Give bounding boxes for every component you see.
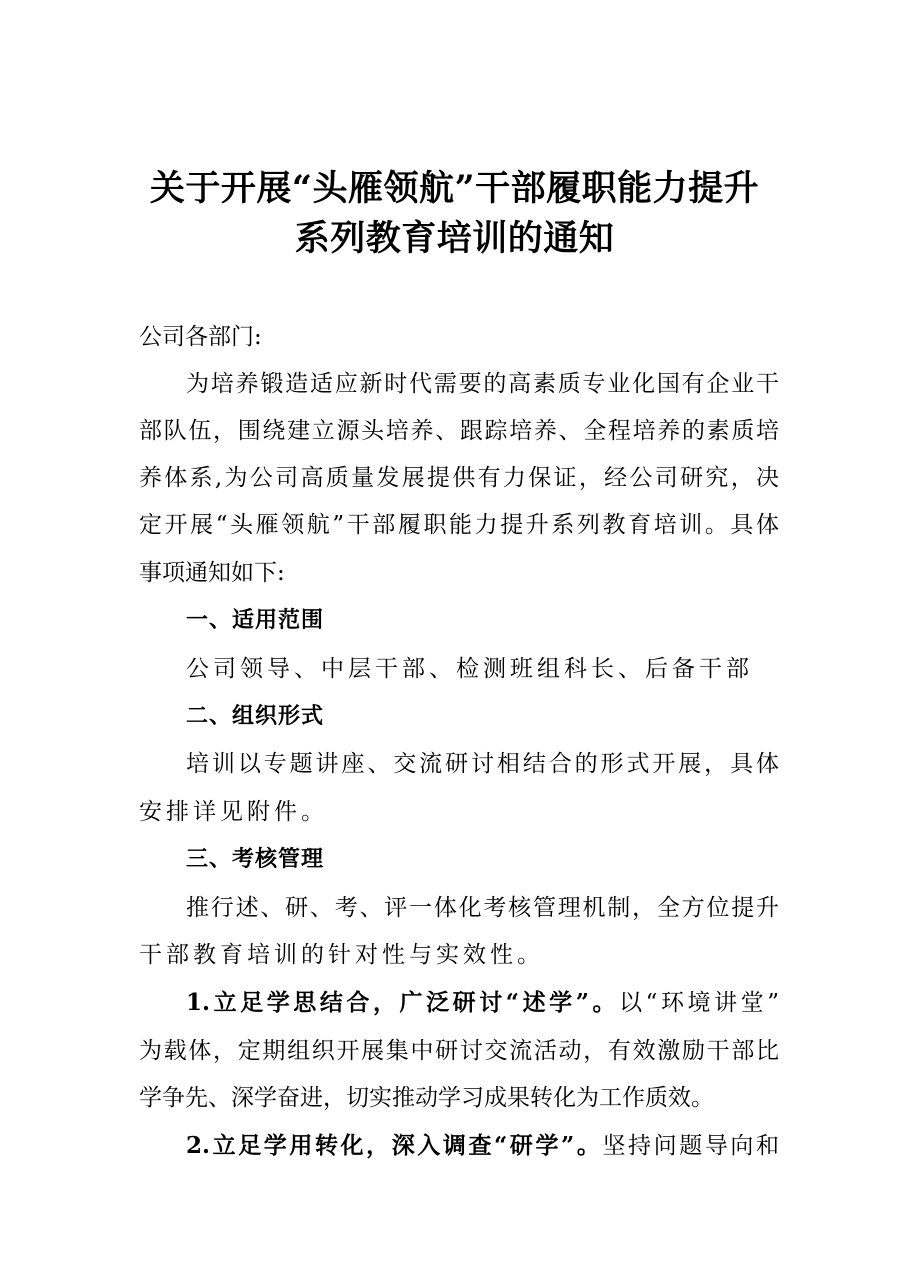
document-title-line-1: 关于开展“头雁领航”干部履职能力提升 — [149, 168, 760, 209]
section-1-heading: 一、适用范围 — [186, 608, 325, 633]
section-3-heading: 三、考核管理 — [186, 847, 325, 872]
section-3-line-1: 推行述、研、考、评一体化考核管理机制，全方位提升 — [186, 895, 779, 921]
item-2-bold-lead: 2.立足学用转化，深入调查“研学”。 — [186, 1132, 603, 1159]
intro-line-4: 定开展“头雁领航”干部履职能力提升系列教育培训。具体 — [139, 512, 779, 538]
intro-line-1: 为培养锻造适应新时代需要的高素质专业化国有企业干 — [186, 371, 779, 397]
section-2-line-2: 安排详见附件。 — [139, 799, 328, 825]
item-1-bold-lead: 1.立足学思结合，广泛研讨“述学”。 — [186, 989, 620, 1016]
document-title-line-2: 系列教育培训的通知 — [294, 218, 615, 259]
item-1-lead-rest: 以“环境讲堂” — [619, 990, 779, 1016]
salutation: 公司各部门: — [139, 324, 262, 350]
item-2-first-line — [186, 1131, 779, 1161]
item-1-line-3: 学争先、深学奋进，切实推动学习成果转化为工作质效。 — [139, 1085, 714, 1111]
item-1-first-line — [186, 988, 779, 1018]
section-2-heading: 二、组织形式 — [186, 704, 325, 729]
section-2-line-1: 培训以专题讲座、交流研讨相结合的形式开展，具体 — [186, 751, 779, 777]
intro-line-5: 事项通知如下: — [139, 560, 285, 586]
intro-line-3: 养体系,为公司高质量发展提供有力保证，经公司研究，决 — [139, 465, 779, 491]
item-2-lead-rest: 坚持问题导向和 — [602, 1133, 779, 1159]
item-1-line-2: 为载体，定期组织开展集中研讨交流活动，有效激励干部比 — [139, 1038, 779, 1064]
section-3-line-2: 干部教育培训的针对性与实效性。 — [139, 942, 544, 968]
section-1-text: 公司领导、中层干部、检测班组科长、后备干部 — [186, 656, 753, 682]
intro-line-2: 部队伍，围绕建立源头培养、跟踪培养、全程培养的素质培 — [139, 418, 779, 444]
